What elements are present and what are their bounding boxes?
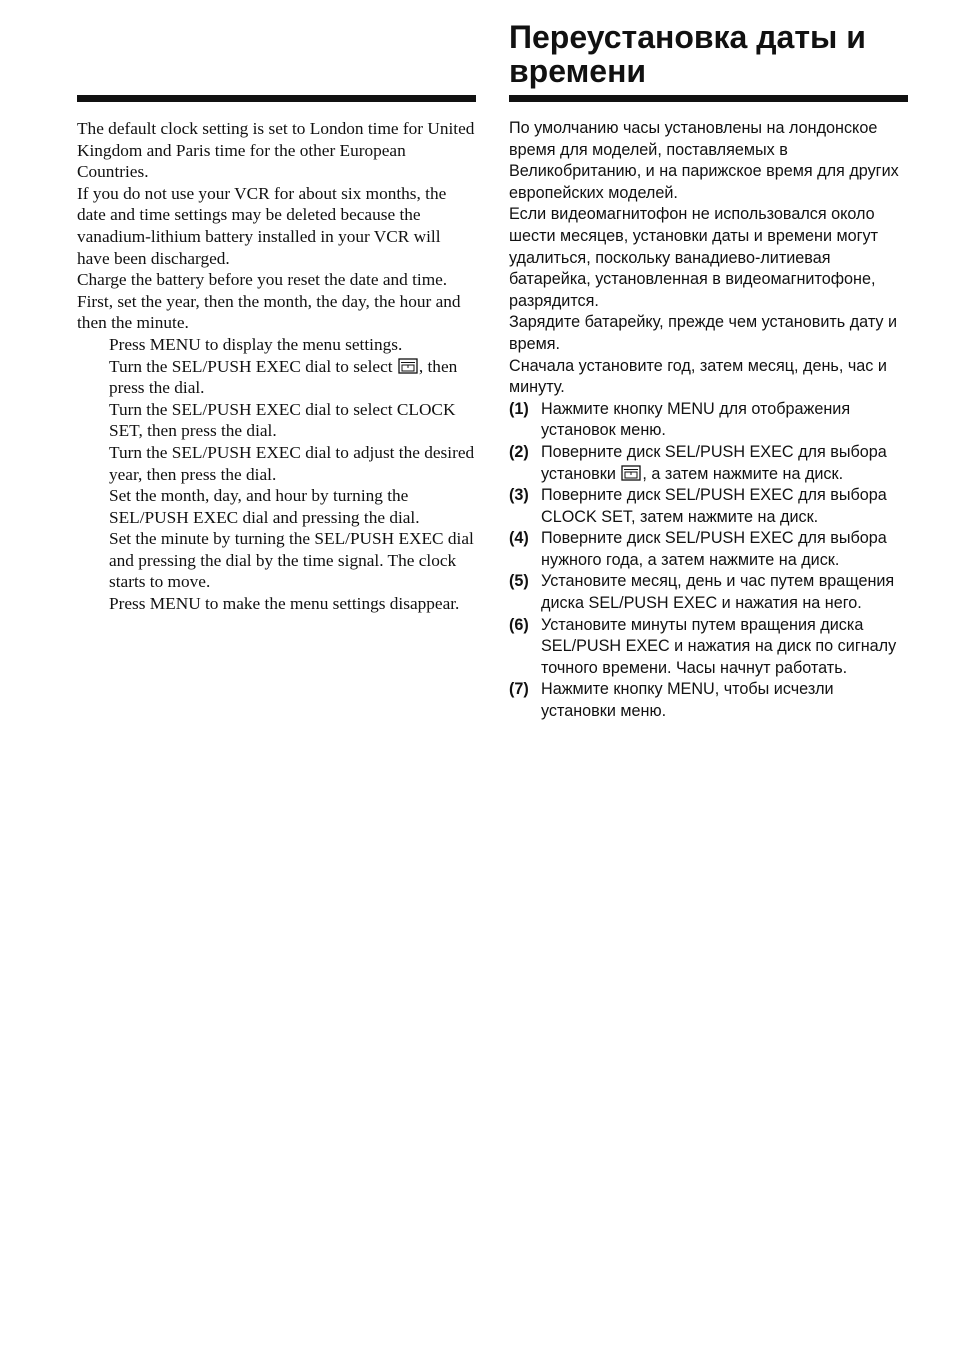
en-order-paragraph: First, set the year, then the month, the day, the hour and then the minute. — [77, 291, 461, 333]
section-rule-english — [77, 95, 476, 102]
ru-order-paragraph: Сначала установите год, затем месяц, день, час и минуту. — [509, 356, 887, 397]
ru-step-text: Поверните диск SEL/PUSH EXEC для выбора нужного года, а затем нажмите на диск. — [541, 529, 887, 569]
ru-step — [509, 528, 909, 571]
section-rule-russian — [509, 95, 908, 102]
ru-charge-paragraph: Зарядите батарейку, прежде чем установить дату и время. — [509, 313, 898, 353]
ru-step-number: (5) — [509, 572, 529, 591]
en-step-text: Set the minute by turning the SEL/PUSH EXEC dial and pressing the dial by the time signal. The clock starts to move. — [109, 529, 474, 592]
ru-step-text: Нажмите кнопку MENU, чтобы исчезли установки меню. — [541, 680, 834, 721]
en-battery-paragraph: If you do not use your VCR for about six months, the date and time settings may be deleted because the vanadium-lithium battery installed in your VCR will have been discharged. — [77, 183, 447, 268]
ru-step — [509, 615, 909, 680]
ru-step-text: Установите месяц, день и час путем вращения диска SEL/PUSH EXEC и нажатия на него. — [541, 572, 895, 613]
en-charge-paragraph: Charge the battery before you reset the date and time. — [77, 270, 448, 290]
ru-step — [509, 679, 909, 722]
en-step-text: Set the month, day, and hour by turning the SEL/PUSH EXEC dial and pressing the dial. — [109, 486, 420, 527]
ru-step-number: (7) — [509, 680, 529, 699]
ru-step — [509, 442, 909, 485]
menu-setup-icon — [621, 465, 641, 481]
en-step-text: Press MENU to display the menu settings. — [109, 334, 403, 354]
menu-setup-icon — [398, 358, 418, 374]
en-step — [109, 399, 477, 442]
ru-step-number: (6) — [509, 615, 529, 634]
ru-step-text: Поверните диск SEL/PUSH EXEC для выбора CLOCK SET, затем нажмите на диск. — [541, 486, 887, 526]
en-step — [109, 593, 477, 615]
en-step-text: Turn the SEL/PUSH EXEC dial to select CLOCK SET, then press the dial. — [109, 399, 456, 441]
en-step — [109, 528, 477, 593]
ru-step — [509, 399, 909, 442]
en-step — [109, 334, 477, 356]
en-step-text: Press MENU to make the menu settings disappear. — [109, 594, 460, 614]
page-title: Переустановка даты и времени — [509, 19, 866, 89]
en-step-text: Turn the SEL/PUSH EXEC dial to select — [109, 356, 397, 376]
en-step-text: , then press the dial. — [109, 356, 458, 398]
ru-steps-list — [509, 399, 909, 723]
english-column — [77, 118, 477, 615]
ru-step-text: Нажмите кнопку MENU для отображения установок меню. — [541, 399, 851, 440]
ru-step-number: (4) — [509, 529, 529, 548]
ru-step — [509, 571, 909, 614]
en-step — [109, 356, 477, 399]
ru-intro-paragraph: По умолчанию часы установлены на лондонское время для моделей, поставляемых в Великобританию, и на парижское время для других европейских моделей. — [509, 119, 899, 202]
en-step-text: Turn the SEL/PUSH EXEC dial to adjust the desired year, then press the dial. — [109, 442, 475, 484]
ru-step-text: Установите минуты путем вращения диска SEL/PUSH EXEC и нажатия на диск по сигналу точного времени. Часы начнут работать. — [541, 615, 897, 677]
ru-step — [509, 485, 909, 528]
ru-battery-paragraph: Если видеомагнитофон не использовался около шести месяцев, установки даты и времени могут удалиться, поскольку ванадиево-литиевая батарейка, установленная в видеомагнитофоне, разрядится. — [509, 205, 879, 310]
ru-step-number: (2) — [509, 442, 529, 461]
russian-column — [509, 118, 909, 723]
ru-step-number: (1) — [509, 399, 529, 418]
en-intro-paragraph: The default clock setting is set to London time for United Kingdom and Paris time for the other European Countries. — [77, 119, 475, 182]
en-step — [109, 485, 477, 528]
en-steps-list — [77, 334, 477, 615]
ru-step-text — [541, 442, 909, 485]
en-step — [109, 442, 477, 485]
ru-step-text-part: Поверните диск SEL/PUSH EXEC для выбора установки — [541, 442, 887, 483]
ru-step-text-part: , а затем нажмите на диск. — [642, 464, 844, 483]
ru-step-number: (3) — [509, 486, 529, 505]
